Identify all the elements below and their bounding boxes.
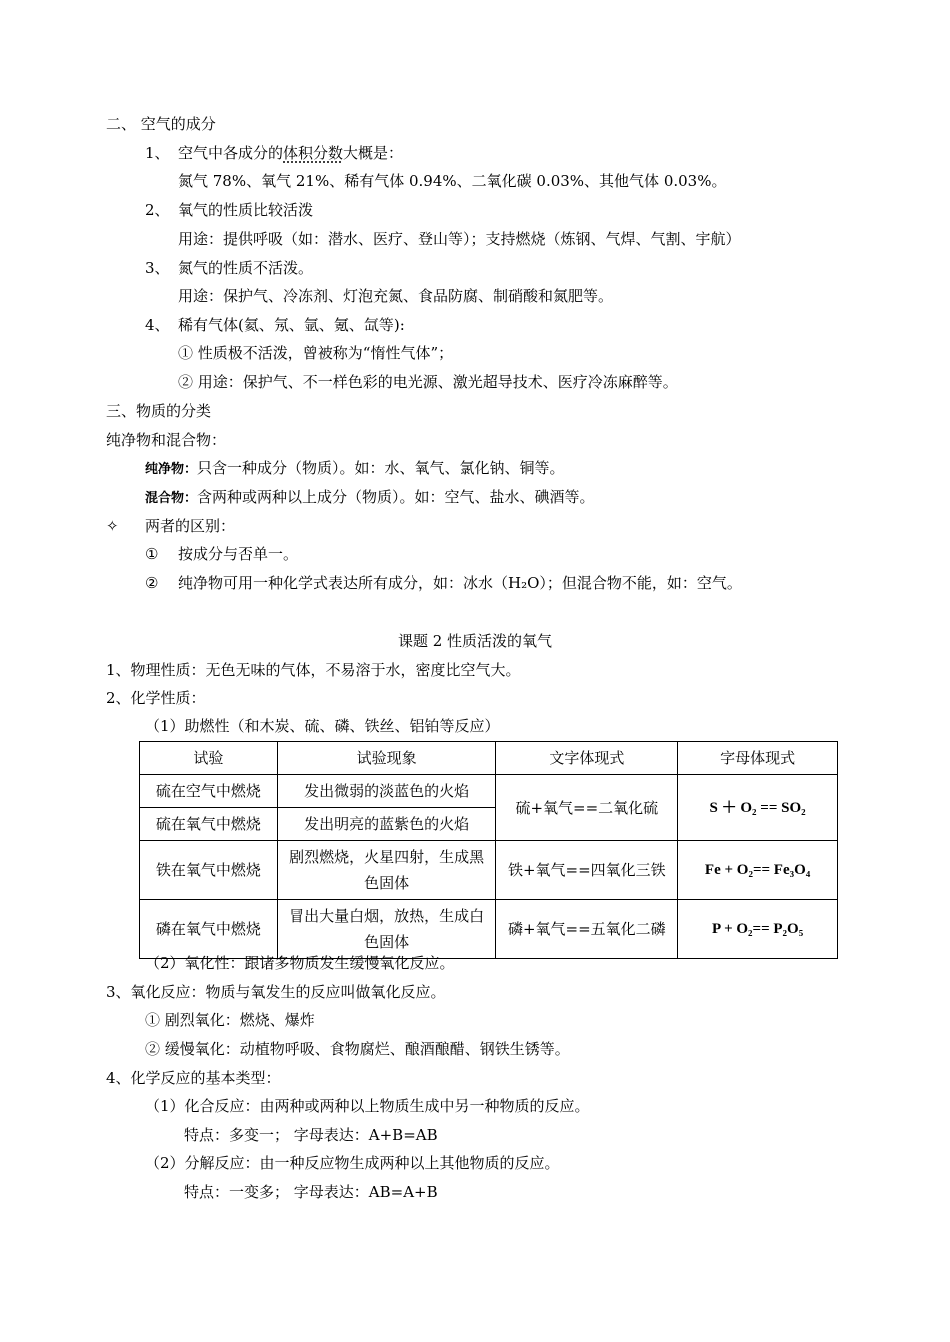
table-row	[140, 900, 838, 959]
item-1-text-pre: 空气中各成分的	[178, 144, 284, 162]
item-3-text: 氮气的性质不活泼。	[178, 259, 314, 277]
phenomenon-cell: 发出微弱的淡蓝色的火焰	[277, 775, 496, 808]
difference-title: 两者的区别：	[145, 517, 236, 535]
difference-2	[145, 573, 742, 593]
oxidation-reaction: 3、氧化反应：物质与氧发生的反应叫做氧化反应。	[106, 983, 446, 1001]
phenomenon-cell: 冒出大量白烟，放热，生成白色固体	[277, 900, 496, 959]
item-4-text: 稀有气体(氦、氖、氩、氪、氙等):	[178, 316, 405, 334]
topic-title: 课题 2 性质活泼的氧气	[397, 632, 553, 650]
word-equation-sulfur: 硫+氧气==二氧化硫	[496, 775, 678, 841]
item-4-detail-1: ① 性质极不活泼，曾被称为“惰性气体”；	[178, 344, 454, 362]
experiment-cell: 铁在氧气中燃烧	[140, 841, 278, 900]
mixture-text: 含两种或两种以上成分（物质）。如：空气、盐水、碘酒等。	[197, 488, 595, 506]
phenomenon-cell: 发出明亮的蓝紫色的火焰	[277, 808, 496, 841]
combination-reaction: （1）化合反应：由两种或两种以上物质生成中另一种物质的反应。	[145, 1097, 590, 1115]
item-3-number: 3、	[145, 259, 170, 277]
chemical-properties: 2、化学性质：	[106, 689, 206, 707]
physical-properties: 1、物理性质：无色无味的气体，不易溶于水，密度比空气大。	[106, 661, 521, 679]
item-2-number: 2、	[145, 201, 170, 219]
symbol-equation-sulfur: S ＋ O₂ == SO₂	[678, 775, 838, 841]
experiment-cell: 磷在氧气中燃烧	[140, 900, 278, 959]
difference-2-number: ②	[145, 574, 159, 592]
item-3-detail: 用途：保护气、冷冻剂、灯泡充氮、食品防腐、制硝酸和氮肥等。	[178, 287, 614, 305]
word-equation-iron: 铁+氧气==四氧化三铁	[496, 841, 678, 900]
section-2-title: 二、 空气的成分	[106, 115, 216, 133]
difference-line	[106, 516, 235, 536]
item-1	[145, 143, 403, 163]
item-1-text-post: 大概是：	[343, 144, 404, 162]
combustion-support: （1）助燃性（和木炭、硫、磷、铁丝、铝铂等反应）	[145, 717, 500, 735]
item-1-number: 1、	[145, 144, 170, 162]
table-row	[140, 841, 838, 900]
item-2-detail: 用途：提供呼吸（如：潜水、医疗、登山等）；支持燃烧（炼钢、气焊、气割、宇航）	[178, 230, 741, 248]
table-row	[140, 775, 838, 808]
section-3-subtitle: 纯净物和混合物：	[106, 431, 227, 449]
difference-2-text: 纯净物可用一种化学式表达所有成分，如：冰水（H₂O）；但混合物不能，如：空气。	[178, 574, 742, 592]
experiment-cell: 硫在氧气中燃烧	[140, 808, 278, 841]
reaction-types: 4、化学反应的基本类型：	[106, 1069, 281, 1087]
word-equation-phosphorus: 磷+氧气==五氧化二磷	[496, 900, 678, 959]
difference-1-number: ①	[145, 545, 159, 563]
section-3-title: 三、物质的分类	[106, 402, 212, 420]
oxidizing-property: （2）氧化性：跟诸多物质发生缓慢氧化反应。	[145, 954, 455, 972]
table-header-row	[140, 742, 838, 775]
difference-1-text: 按成分与否单一。	[178, 545, 299, 563]
difference-1	[145, 544, 298, 564]
item-4-number: 4、	[145, 316, 170, 334]
violent-oxidation: ① 剧烈氧化：燃烧、爆炸	[145, 1011, 315, 1029]
decomposition-formula: 特点：一变多； 字母表达：AB=A+B	[184, 1183, 438, 1201]
item-2	[145, 200, 313, 220]
item-2-text: 氧气的性质比较活泼	[178, 201, 314, 219]
decomposition-reaction: （2）分解反应：由一种反应物生成两种以上其他物质的反应。	[145, 1154, 560, 1172]
experiment-table	[139, 741, 838, 959]
slow-oxidation: ② 缓慢氧化：动植物呼吸、食物腐烂、酿酒酿醋、钢铁生锈等。	[145, 1040, 570, 1058]
item-3	[145, 258, 313, 278]
pure-substance-label: 纯净物：	[145, 462, 198, 477]
diamond-bullet-icon: ✧	[106, 517, 119, 535]
header-phenomenon: 试验现象	[277, 742, 496, 775]
mixture-line	[145, 487, 595, 509]
item-1-detail: 氮气 78%、氧气 21%、稀有气体 0.94%、二氧化碳 0.03%、其他气体 0.03%。	[178, 172, 727, 190]
header-experiment: 试验	[140, 742, 278, 775]
item-4-detail-2: ② 用途：保护气、不一样色彩的电光源、激光超导技术、医疗冷冻麻醉等。	[178, 373, 678, 391]
symbol-equation-iron: Fe + O₂== Fe₃O₄	[678, 841, 838, 900]
item-1-emphasis: 体积分数	[283, 144, 344, 162]
header-word-equation: 文字体现式	[496, 742, 678, 775]
mixture-label: 混合物：	[145, 491, 198, 506]
experiment-cell: 硫在空气中燃烧	[140, 775, 278, 808]
item-4	[145, 315, 405, 335]
combination-formula: 特点：多变一； 字母表达：A+B=AB	[184, 1126, 438, 1144]
pure-substance-text: 只含一种成分（物质）。如：水、氧气、氯化钠、铜等。	[197, 459, 565, 477]
symbol-equation-phosphorus: P + O₂== P₂O₅	[678, 900, 838, 959]
phenomenon-cell: 剧烈燃烧，火星四射，生成黑色固体	[277, 841, 496, 900]
pure-substance-line	[145, 458, 565, 480]
header-symbol-equation: 字母体现式	[678, 742, 838, 775]
